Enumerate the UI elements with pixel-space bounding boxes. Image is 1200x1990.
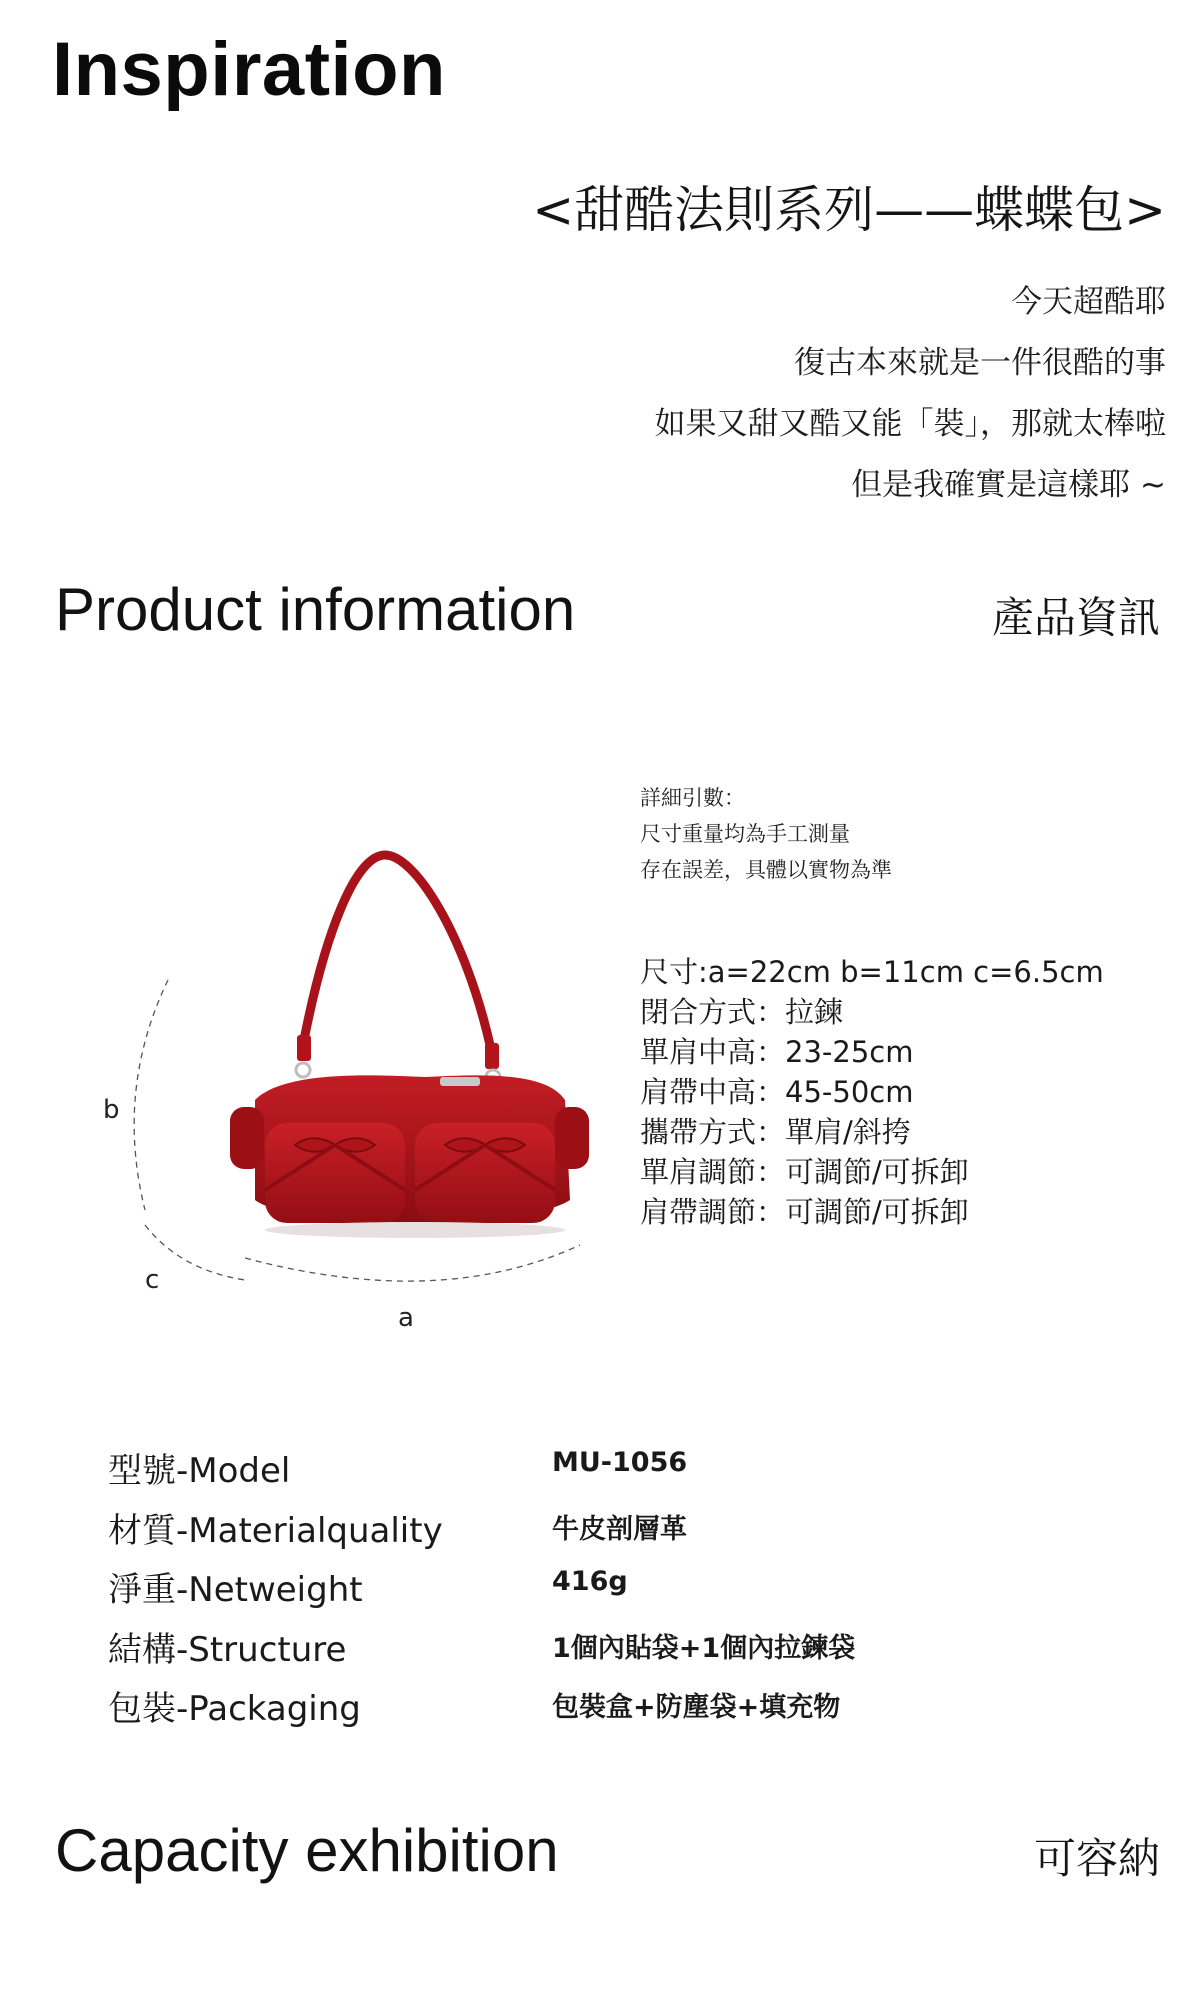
note-line: 詳細引數： [640, 786, 745, 810]
row-key: 結構-Structure [108, 1629, 347, 1670]
row-key: 型號-Model [108, 1451, 291, 1491]
product-details-table [108, 1443, 1008, 1741]
row-key: 材質-Materialquality [108, 1510, 443, 1551]
capacity-title: Capacity exhibition [55, 1817, 559, 1884]
series-subtitle: <甜酷法則系列——蝶蝶包> [532, 181, 1166, 239]
spec-strap-adjust: 肩帶調節：可調節/可拆卸 [640, 1195, 969, 1229]
table-row [108, 1562, 1008, 1622]
dimension-line-a [245, 1245, 580, 1281]
table-row [108, 1681, 1008, 1741]
note-line: 尺寸重量均為手工測量 [640, 822, 850, 846]
row-key: 淨重-Netweight [108, 1570, 363, 1610]
product-info-title-zh: 產品資訊 [991, 593, 1160, 642]
bag-photo [225, 845, 610, 1250]
dimension-label-c: c [145, 1265, 160, 1295]
spec-shoulder-height: 單肩中高：23-25cm [640, 1035, 914, 1069]
note-line: 存在誤差，具體以實物為準 [640, 858, 892, 882]
inspiration-line: 今天超酷耶 [1011, 284, 1166, 320]
dimension-line-b [134, 980, 168, 1210]
row-value: 包裝盒+防塵袋+填充物 [552, 1692, 841, 1723]
spec-list [640, 952, 1104, 1232]
capacity-title-zh: 可容納 [1033, 1834, 1160, 1883]
spec-strap-height: 肩帶中高：45-50cm [640, 1075, 914, 1109]
product-info-title: Product information [55, 576, 576, 643]
inspiration-line: 如果又甜又酷又能「裝」，那就太棒啦 [654, 406, 1166, 442]
inspiration-line: 但是我確實是這樣耶 ~ [851, 467, 1166, 503]
inspiration-line: 復古本來就是一件很酷的事 [794, 345, 1166, 381]
table-row [108, 1443, 1008, 1503]
spec-shoulder-adjust: 單肩調節：可調節/可拆卸 [640, 1155, 969, 1189]
spec-closure: 閉合方式：拉鍊 [640, 995, 844, 1029]
spec-size: 尺寸:a=22cm b=11cm c=6.5cm [640, 955, 1104, 989]
inspiration-text [655, 272, 1167, 516]
spec-carry-method: 攜帶方式：單肩/斜挎 [640, 1115, 911, 1149]
row-value: 1個內貼袋+1個內拉鍊袋 [552, 1632, 856, 1664]
measurement-note [640, 780, 892, 888]
row-key: 包裝-Packaging [108, 1689, 361, 1729]
inspiration-title: Inspiration [52, 27, 446, 112]
row-value: 牛皮剖層革 [552, 1513, 687, 1545]
table-row [108, 1622, 1008, 1682]
row-value: 416g [552, 1566, 628, 1597]
dimension-label-a: a [398, 1303, 414, 1333]
table-row [108, 1503, 1008, 1563]
dimension-label-b: b [103, 1095, 120, 1125]
row-value: MU-1056 [552, 1447, 688, 1478]
